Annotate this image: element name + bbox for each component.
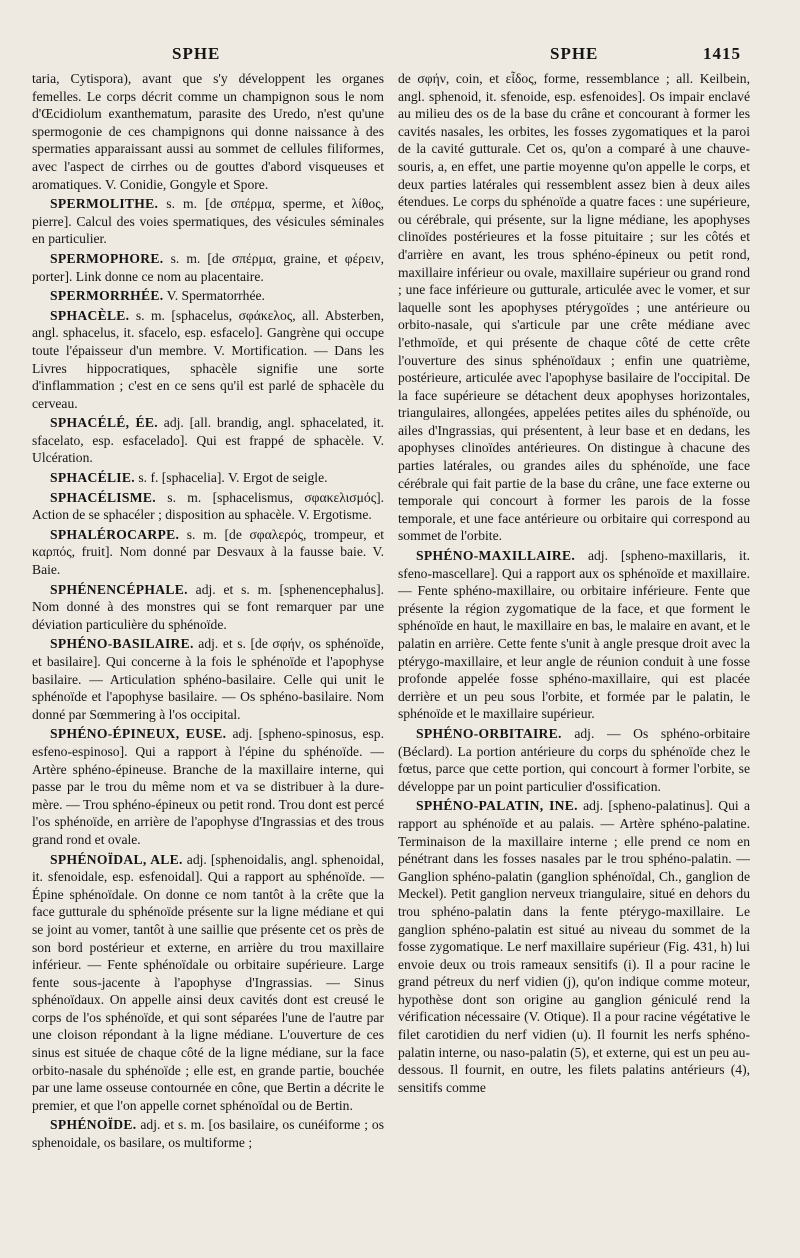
continued-paragraph <box>32 70 384 193</box>
entry-headword: SPERMORRHÉE. <box>50 288 164 304</box>
entry-text: adj. [spheno-spinosus, esp. esfeno-espinoso]. Qui a rapport à l'épine du sphénoïde. — Artère sphéno-épineuse. Branche de la maxillaire interne, qui passe par le trou du même nom et va se distribuer à la dure-mère. — Trou sphéno-épineux ou petit rond. Trou dont est percé l'os sphénoïde, en arrière de l'apophyse d'Ingrassias et des trous grand rond et ovale. <box>32 726 384 847</box>
dictionary-entry <box>32 526 384 579</box>
entry-text: s. m. [de σπέρμα, sperme, et λίθος, pierre]. Calcul des voies spermatiques, des vésicules séminales en particulier. <box>32 196 384 247</box>
entry-text: s. m. [sphacelus, σφάκελος, all. Absterben, angl. sphacelus, it. sfacelo, esp. esfacelo]. Gangrène qui occupe toute l'épaisseur d'un membre. V. Mortification. — Dans les Livres hippocratiques, sphacèle signifie une sorte d'inflammation ; c'est en ce sens qu'il est parlé de sphacèle du cerveau. <box>32 307 384 411</box>
entry-text: s. m. [de σπέρμα, graine, et φέρειν, porter]. Link donne ce nom au placentaire. <box>32 250 384 284</box>
dictionary-entry <box>32 469 384 487</box>
entry-headword: SPHACÉLISME. <box>50 489 156 505</box>
running-head-left: SPHE <box>172 44 221 63</box>
dictionary-entry <box>32 414 384 467</box>
entry-headword: SPHÉNO-ORBITAIRE. <box>416 725 562 741</box>
entry-headword: SPERMOLITHE. <box>50 196 159 212</box>
dictionary-entry <box>32 635 384 723</box>
dictionary-entry <box>398 547 750 723</box>
entry-headword: SPHÉNO-BASILAIRE. <box>50 636 194 652</box>
entry-headword: SPHACÉLIE. <box>50 470 135 486</box>
entry-headword: SPHALÉROCARPE. <box>50 526 180 542</box>
dictionary-entry <box>32 1116 384 1151</box>
entry-text: V. Spermatorrhée. <box>163 288 265 304</box>
entry-text: adj. et s. m. [sphenencephalus]. Nom donné à des monstres qui se font remarquer par une déviation particulière du sphénoïde. <box>32 581 384 632</box>
entry-headword: SPERMOPHORE. <box>50 250 164 266</box>
entry-text: adj. [sphenoidalis, angl. sphenoidal, it. sfenoidale, esp. esfenoidal]. Qui a rapport au sphénoïde. — Épine sphénoïdale. On donne ce nom tantôt à la crête que la face gutturale du sphénoïde présente sur la ligne médiane et qui se joint au vomer, tantôt à une saillie que présente cet os près de son bord postérieur et externe, en arrière du trou maxillaire inférieur. — Fente sphénoïdale ou orbitaire supérieure. Large fente sous-jacente à l'apophyse d'Ingrassias. — Sinus sphénoïdaux. On appelle ainsi deux cavités dont est creusé le corps de l'os sphénoïde, et qui sont séparées l'une de l'autre par une cloison répondant à la ligne médiane. L'ouverture de ces sinus est située de chaque côté de la ligne médiane, sur la face orbito-nasale du sphénoïde ; elle est, en grande partie, bouchée par une lame osseuse contournée en cône, que Bertin a décrite le premier, et que l'on appelle cornet sphénoïdal ou de Bertin. <box>32 851 384 1113</box>
entry-text: adj. et s. m. [os basilaire, os cunéiforme ; os sphenoidale, os basilare, os multiforme ; <box>32 1117 384 1151</box>
dictionary-entry <box>32 489 384 524</box>
dictionary-entry <box>32 287 384 305</box>
dictionary-entry <box>398 797 750 1096</box>
entry-headword: SPHÉNENCÉPHALE. <box>50 581 188 597</box>
dictionary-entry <box>32 307 384 413</box>
continued-paragraph <box>398 70 750 545</box>
dictionary-entry <box>32 250 384 285</box>
left-column <box>32 70 384 1255</box>
entry-text: adj. [spheno-palatinus]. Qui a rapport au sphénoïde et au palais. — Artère sphéno-palatine. Terminaison de la maxillaire interne ; elle prend ce nom en pénétrant dans les fosses nasales par le trou sphéno-palatin. — Ganglion sphéno-palatin (ganglion sphénoïdal, Ch., ganglion de Meckel). Petit ganglion nerveux triangulaire, situé en dehors du trou sphéno-palatin dans la fente ptérygo-maxillaire. Le ganglion sphéno-palatin est situé au niveau du sommet de la fosse zygomatique. Le nerf maxillaire supérieur (Fig. 431, h) lui envoie deux ou trois rameaux sensitifs (i). Il a pour racine le grand pétreux du nerf vidien (j), qu'on indique comme moteur, hypothèse dont son origine au ganglion géniculé rend la vérification nécessaire (V. Otique). Il a pour racine végétative le filet carotidien du nerf vidien (u). Il fournit les nerfs sphéno-palatin interne, ou naso-palatin (5), et externe, qui est un peu au-dessous. Il fournit, en outre, les filets palatins antérieurs (4), sensitifs comme <box>398 798 750 1095</box>
dictionary-entry <box>32 725 384 848</box>
entry-headword: SPHACÈLE. <box>50 307 130 323</box>
entry-text: taria, Cytispora), avant que s'y développent les organes femelles. Le corps décrit comme un champignon sous le nom d'Œcidiolum exanthematum, parasite des Uredo, n'est qu'une spermogonie de ces champignons qui donne naissance à des spermaties apparaissant aussi au sommet de cellules filiformes, avec l'aspect de cirrhes ou de gouttes d'abord visqueuses et aromatiques. V. Conidie, Gongyle et Spore. <box>32 71 384 192</box>
dictionary-entry <box>398 725 750 795</box>
entry-text: adj. [spheno-maxillaris, it. sfeno-mascellare]. Qui a rapport aux os sphénoïde et maxillaire. — Fente sphéno-maxillaire, ou orbitaire inférieure. Fente que présente la région zygomatique de la face, et que forment le sphénoïde en haut, le maxillaire en bas, le malaire en avant, et le palatin en arrière. Cette fente s'unit à angle presque droit avec la ptérygo-maxillaire, et leur angle de réunion conduit à une fosse profonde appelée fosse sphéno-maxillaire, qui est placée derrière et un peu sous l'orbite, et formée par le palatin, le sphénoïde et le maxillaire supérieur. <box>398 548 750 722</box>
entry-headword: SPHÉNO-PALATIN, INE. <box>416 798 578 814</box>
page-number: 1415 <box>703 44 741 63</box>
dictionary-entry <box>32 195 384 248</box>
entry-headword: SPHACÉLÉ, ÉE. <box>50 415 158 431</box>
running-head-right: SPHE <box>550 44 599 63</box>
entry-headword: SPHÉNOÏDE. <box>50 1117 137 1133</box>
right-column <box>398 70 750 1255</box>
entry-headword: SPHÉNO-MAXILLAIRE. <box>416 548 576 564</box>
entry-text: adj. [all. brandig, angl. sphacelated, it. sfacelato, esp. esfacelado]. Qui est frappé de sphacèle. V. Ulcération. <box>32 415 384 466</box>
dictionary-entry <box>32 851 384 1115</box>
entry-text: s. m. [sphacelismus, σφακελισμός]. Action de se sphacéler ; disposition au sphacèle. V. Ergotisme. <box>32 489 384 523</box>
entry-headword: SPHÉNOÏDAL, ALE. <box>50 851 183 867</box>
entry-text: adj. et s. [de σφήν, os sphénoïde, et basilaire]. Qui concerne à la fois le sphénoïde et l'apophyse basilaire. — Articulation sphéno-basilaire. Celle qui unit le sphénoïde et l'apophyse basilaire. — Os sphéno-basilaire. Nom donné par Sœmmering à l'os occipital. <box>32 636 384 722</box>
entry-headword: SPHÉNO-ÉPINEUX, EUSE. <box>50 726 227 742</box>
entry-text: de σφήν, coin, et εἶδος, forme, ressemblance ; all. Keilbein, angl. sphenoid, it. sfenoide, esp. esfenoides]. Os impair enclavé au milieu des os de la base du crâne et concourant à former les cavités nasales, les orbites, les fosses zygomatiques et la paroi de la cavité gutturale. Cet os, qu'on a comparé à une chauve-souris, a, en effet, une partie moyenne qu'on appelle le corps, et deux parties latérales qui ressemblent assez bien à deux ailes étendues. Le corps du sphénoïde a quatre faces : une supérieure, ou cérébrale, qui présente, sur la ligne médiane, les apophyses clinoïdes postérieures et la fosse pituitaire ; sur les côtés et d'arrière en avant, les trous sphéno-épineux ou petit rond, maxillaire inférieur ou ovale, maxillaire supérieur ou grand rond ; une face inférieure ou gutturale, articulée avec le vomer, et sur laquelle sont les apophyses ptérygoïdes ; une antérieure ou orbito-nasale, qui s'articule par une crête médiane avec l'ethmoïde, et qui présente de chaque côté de cette crête l'ouverture des sinus sphénoïdaux ; enfin une quatrième, postérieure, articulée avec l'apophyse basilaire de l'occipital. De la face supérieure se détachent deux apophyses horizontales, triangulaires, allongées, appelées petites ailes du sphénoïde, ou ailes d'Ingrassias, qui présentent, à leur base et en dedans, les apophyses clinoïdes antérieures. On distingue à chacune des parties latérales, ou grandes ailes du sphénoïde, une face cérébrale qui fait partie de la base du crâne, une face externe ou temporale qui concourt à former les parois de la fosse temporale, et une face antérieure ou orbitaire qui correspond au sommet de l'orbite. <box>398 71 750 544</box>
dictionary-entry <box>32 581 384 634</box>
entry-text: s. m. [de σφαλερός, trompeur, et καρπός, fruit]. Nom donné par Desvaux à la fausse baie. V. Baie. <box>32 526 384 578</box>
entry-text: adj. — Os sphéno-orbitaire (Béclard). La portion antérieure du corps du sphénoïde chez le fœtus, parce que cette portion, qui concourt à former l'orbite, se développe par un point particulier d'ossification. <box>398 725 750 794</box>
entry-text: s. f. [sphacelia]. V. Ergot de seigle. <box>134 470 328 486</box>
